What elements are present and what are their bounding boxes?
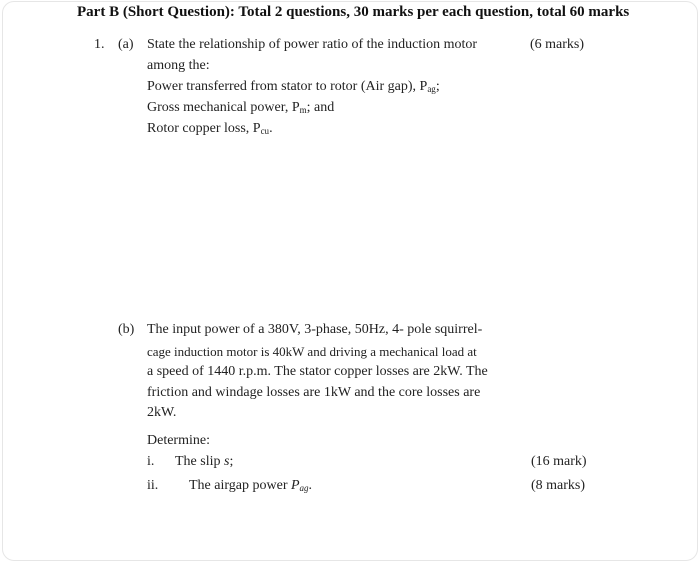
- sub-question-i-marks: (16 mark): [531, 454, 587, 469]
- part-a-marks: (6 marks): [530, 37, 585, 52]
- sub-question-text: The airgap power: [189, 478, 291, 493]
- sub-question-ii-label: ii.: [147, 478, 159, 493]
- item-end: .: [269, 121, 273, 136]
- item-subscript: cu: [260, 126, 270, 136]
- power-subscript: ag: [299, 483, 309, 493]
- part-b-line-4: friction and windage losses are 1kW and the core losses are: [147, 385, 481, 400]
- sub-question-ii-marks: (8 marks): [531, 478, 586, 493]
- part-a-label: (a): [118, 37, 134, 52]
- part-a-line-1: State the relationship of power ratio of the induction motor: [147, 37, 478, 52]
- item-text: Rotor copper loss, P: [147, 121, 261, 136]
- part-b-line-3: a speed of 1440 r.p.m. The stator copper losses are 2kW. The: [147, 364, 488, 379]
- determine-label: Determine:: [147, 433, 210, 448]
- section-heading: Part B (Short Question): Total 2 questions, 30 marks per each question, total 60 marks: [77, 4, 630, 20]
- part-b-line-5: 2kW.: [147, 405, 177, 420]
- sub-question-text: The slip: [175, 454, 224, 469]
- sub-question-ii: [189, 478, 312, 494]
- question-number: 1.: [94, 37, 105, 52]
- item-text: Power transferred from stator to rotor (Air gap), P: [147, 79, 428, 94]
- slip-variable: s: [224, 454, 230, 469]
- item-subscript: ag: [427, 84, 436, 94]
- item-subscript: m: [299, 105, 307, 115]
- part-b-label: (b): [118, 322, 135, 337]
- item-end: ; and: [306, 100, 335, 115]
- item-end: ;: [435, 79, 440, 94]
- sub-question-end: .: [308, 478, 313, 493]
- part-b-line-2: cage induction motor is 40kW and driving a mechanical load at: [147, 344, 477, 359]
- sub-question-end: ;: [229, 454, 234, 469]
- part-a-item-copper-loss: [147, 121, 273, 137]
- power-variable: P: [290, 478, 300, 493]
- sub-question-i-label: i.: [147, 454, 155, 469]
- item-text: Gross mechanical power, P: [147, 100, 300, 115]
- sub-question-i: [175, 454, 233, 470]
- part-a-item-mechanical-power: [147, 100, 334, 116]
- part-b-line-1: The input power of a 380V, 3-phase, 50Hz, 4- pole squirrel-: [147, 322, 483, 337]
- part-a-item-airgap-power: [147, 79, 440, 95]
- part-a-line-2: among the:: [147, 58, 210, 73]
